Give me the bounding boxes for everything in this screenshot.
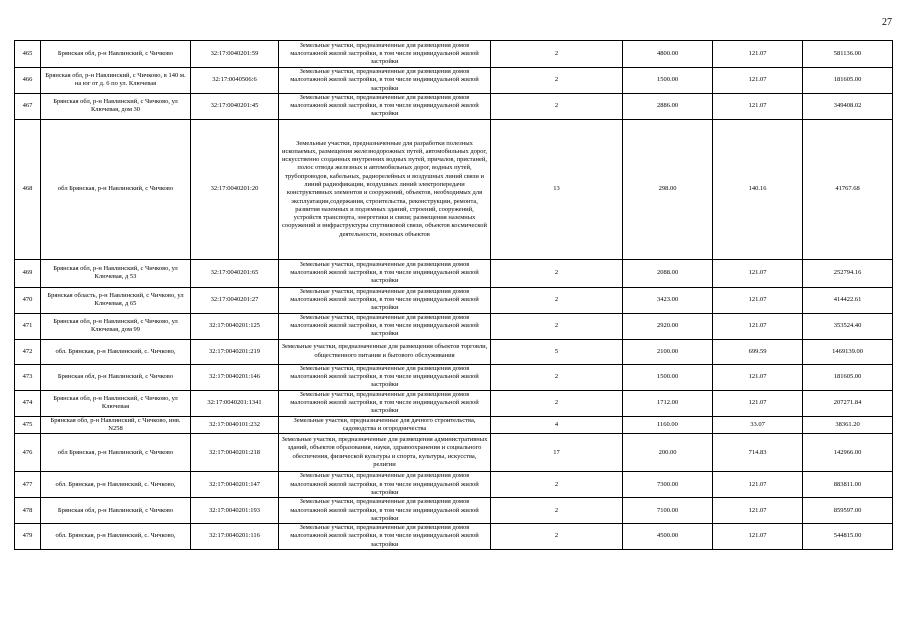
row-number: 470 bbox=[15, 287, 41, 313]
row-number: 478 bbox=[15, 498, 41, 524]
specific-value-cell: 121.07 bbox=[713, 313, 803, 339]
cadastral-value-cell: 181605.00 bbox=[803, 364, 893, 390]
cadastral-value-table bbox=[14, 40, 893, 550]
address-cell: Брянская обл, р-н Навлинский, с Чичково, ул Ключевая bbox=[41, 390, 191, 416]
cadastral-number-cell: 32:17:0040506:6 bbox=[191, 68, 279, 94]
area-cell: 200.00 bbox=[623, 434, 713, 472]
cadastral-value-cell: 142966.00 bbox=[803, 434, 893, 472]
land-use-cell: Земельные участки, предназначенные для размещения домов малоэтажной жилой застройки, в том числе индивидуальной жилой застройки bbox=[279, 524, 491, 550]
page-number: 27 bbox=[882, 17, 892, 28]
row-number: 472 bbox=[15, 339, 41, 364]
land-use-cell: Земельные участки, предназначенные для дачного строительства, садоводства и огородничества bbox=[279, 416, 491, 434]
table-row bbox=[15, 313, 893, 339]
area-cell: 1160.00 bbox=[623, 416, 713, 434]
address-cell: Брянская обл, р-н Навлинский, с Чичково bbox=[41, 364, 191, 390]
table-row bbox=[15, 498, 893, 524]
specific-value-cell: 121.07 bbox=[713, 93, 803, 119]
address-cell: Брянская обл, р-н Навлинский, с Чичково, ул Ключевая, дом 99 bbox=[41, 313, 191, 339]
specific-value-cell: 121.07 bbox=[713, 68, 803, 94]
cadastral-value-cell: 581136.00 bbox=[803, 41, 893, 68]
row-number: 468 bbox=[15, 119, 41, 259]
cadastral-value-cell: 38361.20 bbox=[803, 416, 893, 434]
row-number: 471 bbox=[15, 313, 41, 339]
address-cell: обл Брянская, р-н Навлинский, с Чичково bbox=[41, 119, 191, 259]
row-number: 469 bbox=[15, 259, 41, 287]
area-cell: 2100.00 bbox=[623, 339, 713, 364]
cadastral-value-cell: 181605.00 bbox=[803, 68, 893, 94]
land-use-cell: Земельные участки, предназначенные для размещения домов малоэтажной жилой застройки, в том числе индивидуальной жилой застройки bbox=[279, 259, 491, 287]
cadastral-value-cell: 353524.40 bbox=[803, 313, 893, 339]
row-number: 473 bbox=[15, 364, 41, 390]
address-cell: Брянская область, р-н Навлинский, с Чичково, ул Ключевая, д 65 bbox=[41, 287, 191, 313]
address-cell: обл. Брянская, р-н Навлинский, с. Чичково, bbox=[41, 524, 191, 550]
cadastral-number-cell: 32:17:0040201:65 bbox=[191, 259, 279, 287]
specific-value-cell: 121.07 bbox=[713, 364, 803, 390]
land-use-cell: Земельные участки, предназначенные для размещения домов малоэтажной жилой застройки, в том числе индивидуальной жилой застройки bbox=[279, 472, 491, 498]
cadastral-number-cell: 32:17:0040201:116 bbox=[191, 524, 279, 550]
area-cell: 298.00 bbox=[623, 119, 713, 259]
group-code-cell: 2 bbox=[491, 41, 623, 68]
address-cell: Брянская обл, р-н Навлинский, с Чичково, в 140 м. на юг от д. 6 по ул. Ключевая bbox=[41, 68, 191, 94]
cadastral-value-cell: 1469139.00 bbox=[803, 339, 893, 364]
area-cell: 7100.00 bbox=[623, 498, 713, 524]
area-cell: 2886.00 bbox=[623, 93, 713, 119]
area-cell: 2088.00 bbox=[623, 259, 713, 287]
group-code-cell: 5 bbox=[491, 339, 623, 364]
cadastral-number-cell: 32:17:0040201:193 bbox=[191, 498, 279, 524]
table-row bbox=[15, 287, 893, 313]
cadastral-value-cell: 252794.16 bbox=[803, 259, 893, 287]
cadastral-value-cell: 544815.00 bbox=[803, 524, 893, 550]
cadastral-value-cell: 207271.84 bbox=[803, 390, 893, 416]
row-number: 476 bbox=[15, 434, 41, 472]
cadastral-number-cell: 32:17:0040201:27 bbox=[191, 287, 279, 313]
table-row bbox=[15, 390, 893, 416]
address-cell: Брянская обл, р-н Навлинский, с Чичково bbox=[41, 498, 191, 524]
area-cell: 3423.00 bbox=[623, 287, 713, 313]
cadastral-number-cell: 32:17:0040201:45 bbox=[191, 93, 279, 119]
cadastral-number-cell: 32:17:0040201:218 bbox=[191, 434, 279, 472]
group-code-cell: 2 bbox=[491, 524, 623, 550]
table-row bbox=[15, 364, 893, 390]
cadastral-number-cell: 32:17:0040201:1341 bbox=[191, 390, 279, 416]
specific-value-cell: 33.07 bbox=[713, 416, 803, 434]
specific-value-cell: 121.07 bbox=[713, 259, 803, 287]
row-number: 477 bbox=[15, 472, 41, 498]
table-row bbox=[15, 472, 893, 498]
land-use-cell: Земельные участки, предназначенные для разработки полезных ископаемых, размещения железнодорожных путей, автомобильных дорог, искусственно созданных внутренних водных путей, причалов, пристаней, полос отвода железных и автомобильных дорог, водных путей, трубопроводов, кабельных, радиорелейных и воздушных линий связи и линий радиофикации, воздушных линий электропередачи конструктивных элементов и сооружений, объектов, необходимых для эксплуатации,содержания, строительства, реконструкции, ремонта, развития наземных и подземных зданий, строений, сооружений, устройств транспорта, энергетики и связи; размещения наземных сооружений и инфраструктуры спутниковой связи, объектов космической деятельности, военных объектов bbox=[279, 119, 491, 259]
table-row bbox=[15, 259, 893, 287]
cadastral-value-cell: 859597.00 bbox=[803, 498, 893, 524]
cadastral-number-cell: 32:17:0040101:232 bbox=[191, 416, 279, 434]
row-number: 475 bbox=[15, 416, 41, 434]
group-code-cell: 4 bbox=[491, 416, 623, 434]
land-use-cell: Земельные участки, предназначенные для размещения домов малоэтажной жилой застройки, в том числе индивидуальной жилой застройки bbox=[279, 68, 491, 94]
group-code-cell: 2 bbox=[491, 313, 623, 339]
row-number: 474 bbox=[15, 390, 41, 416]
group-code-cell: 2 bbox=[491, 498, 623, 524]
table-row bbox=[15, 524, 893, 550]
cadastral-number-cell: 32:17:0040201:59 bbox=[191, 41, 279, 68]
cadastral-number-cell: 32:17:0040201:20 bbox=[191, 119, 279, 259]
address-cell: Брянская обл, р-н Навлинский, с Чичково bbox=[41, 41, 191, 68]
row-number: 479 bbox=[15, 524, 41, 550]
cadastral-number-cell: 32:17:0040201:146 bbox=[191, 364, 279, 390]
table-row bbox=[15, 434, 893, 472]
group-code-cell: 2 bbox=[491, 364, 623, 390]
land-use-cell: Земельные участки, предназначенные для размещения домов малоэтажной жилой застройки, в том числе индивидуальной жилой застройки bbox=[279, 93, 491, 119]
table-row bbox=[15, 339, 893, 364]
row-number: 465 bbox=[15, 41, 41, 68]
table-row bbox=[15, 41, 893, 68]
land-use-cell: Земельные участки, предназначенные для размещения объектов торговли, общественного питания и бытового обслуживания bbox=[279, 339, 491, 364]
table-row bbox=[15, 93, 893, 119]
area-cell: 1712.00 bbox=[623, 390, 713, 416]
group-code-cell: 17 bbox=[491, 434, 623, 472]
land-use-cell: Земельные участки, предназначенные для размещения домов малоэтажной жилой застройки, в том числе индивидуальной жилой застройки bbox=[279, 41, 491, 68]
specific-value-cell: 699.59 bbox=[713, 339, 803, 364]
specific-value-cell: 121.07 bbox=[713, 41, 803, 68]
cadastral-value-cell: 349408.02 bbox=[803, 93, 893, 119]
cadastral-number-cell: 32:17:0040201:125 bbox=[191, 313, 279, 339]
specific-value-cell: 121.07 bbox=[713, 498, 803, 524]
group-code-cell: 13 bbox=[491, 119, 623, 259]
address-cell: Брянская обл, р-н Навлинский, с Чичково, инв. N258 bbox=[41, 416, 191, 434]
land-use-cell: Земельные участки, предназначенные для размещения административных зданий, объектов образования, науки, здравоохранения и социального обеспечения, физической культуры и спорта, культуры, искусства, религии bbox=[279, 434, 491, 472]
row-number: 467 bbox=[15, 93, 41, 119]
address-cell: обл. Брянская, р-н Навлинский, с. Чичково, bbox=[41, 339, 191, 364]
cadastral-value-cell: 41767.68 bbox=[803, 119, 893, 259]
group-code-cell: 2 bbox=[491, 390, 623, 416]
table-row bbox=[15, 416, 893, 434]
cadastral-number-cell: 32:17:0040201:147 bbox=[191, 472, 279, 498]
specific-value-cell: 121.07 bbox=[713, 472, 803, 498]
land-use-cell: Земельные участки, предназначенные для размещения домов малоэтажной жилой застройки, в том числе индивидуальной жилой застройки bbox=[279, 390, 491, 416]
address-cell: Брянская обл, р-н Навлинский, с Чичково, ул Ключевая, дом 30 bbox=[41, 93, 191, 119]
group-code-cell: 2 bbox=[491, 93, 623, 119]
group-code-cell: 2 bbox=[491, 472, 623, 498]
row-number: 466 bbox=[15, 68, 41, 94]
area-cell: 7300.00 bbox=[623, 472, 713, 498]
specific-value-cell: 121.07 bbox=[713, 524, 803, 550]
area-cell: 2920.00 bbox=[623, 313, 713, 339]
specific-value-cell: 714.83 bbox=[713, 434, 803, 472]
area-cell: 4800.00 bbox=[623, 41, 713, 68]
land-use-cell: Земельные участки, предназначенные для размещения домов малоэтажной жилой застройки, в том числе индивидуальной жилой застройки bbox=[279, 364, 491, 390]
specific-value-cell: 140.16 bbox=[713, 119, 803, 259]
cadastral-value-cell: 883811.00 bbox=[803, 472, 893, 498]
land-use-cell: Земельные участки, предназначенные для размещения домов малоэтажной жилой застройки, в том числе индивидуальной жилой застройки bbox=[279, 287, 491, 313]
area-cell: 1500.00 bbox=[623, 68, 713, 94]
land-use-cell: Земельные участки, предназначенные для размещения домов малоэтажной жилой застройки, в том числе индивидуальной жилой застройки bbox=[279, 313, 491, 339]
area-cell: 4500.00 bbox=[623, 524, 713, 550]
table-row bbox=[15, 119, 893, 259]
address-cell: Брянская обл, р-н Навлинский, с Чичково, ул Ключевая, д 53 bbox=[41, 259, 191, 287]
address-cell: обл. Брянская, р-н Навлинский, с. Чичково, bbox=[41, 472, 191, 498]
group-code-cell: 2 bbox=[491, 68, 623, 94]
land-use-cell: Земельные участки, предназначенные для размещения домов малоэтажной жилой застройки, в том числе индивидуальной жилой застройки bbox=[279, 498, 491, 524]
address-cell: обл Брянская, р-н Навлинский, с Чичково bbox=[41, 434, 191, 472]
cadastral-value-cell: 414422.61 bbox=[803, 287, 893, 313]
table-row bbox=[15, 68, 893, 94]
cadastral-number-cell: 32:17:0040201:219 bbox=[191, 339, 279, 364]
group-code-cell: 2 bbox=[491, 287, 623, 313]
area-cell: 1500.00 bbox=[623, 364, 713, 390]
specific-value-cell: 121.07 bbox=[713, 390, 803, 416]
specific-value-cell: 121.07 bbox=[713, 287, 803, 313]
group-code-cell: 2 bbox=[491, 259, 623, 287]
